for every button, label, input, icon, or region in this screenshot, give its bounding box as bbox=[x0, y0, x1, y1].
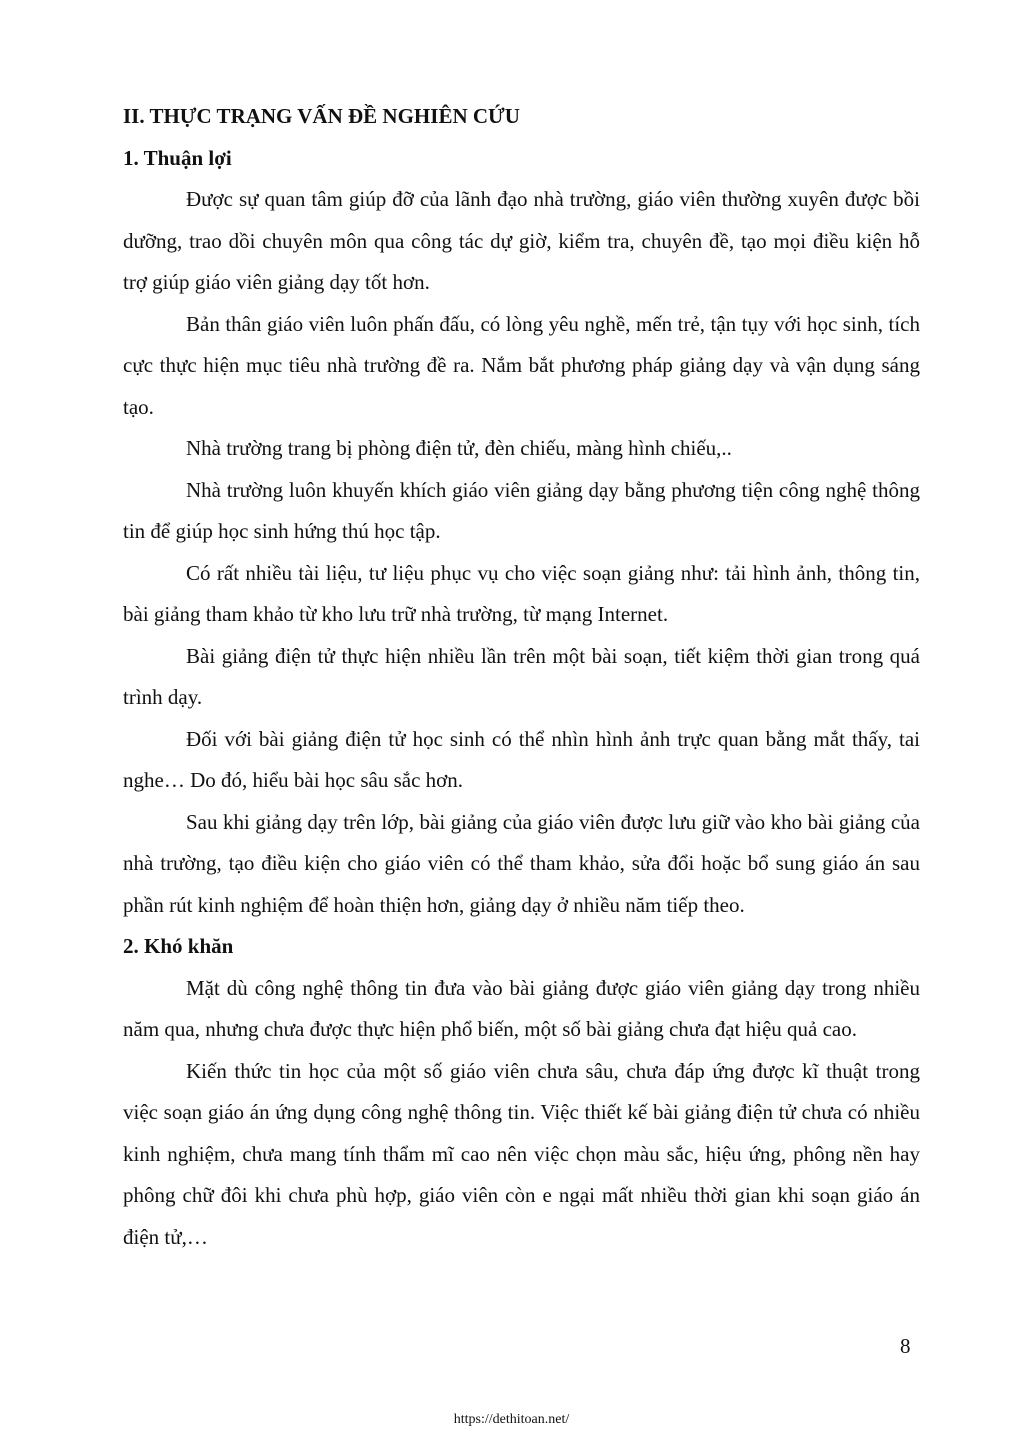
footer-url: https://dethitoan.net/ bbox=[453, 1412, 570, 1427]
subsection-title-difficulties: 2. Khó khăn bbox=[123, 934, 234, 958]
paragraph: Nhà trường trang bị phòng điện tử, đèn chiếu, màng hình chiếu,.. bbox=[186, 436, 732, 460]
subsection-title-advantages: 1. Thuận lợi bbox=[123, 145, 232, 170]
paragraph: Mặt dù công nghệ thông tin đưa vào bài giảng được giáo viên giảng dạy trong nhiều năm qua, nhưng chưa được thực hiện phổ biến, một số bài giảng chưa đạt hiệu quả cao. bbox=[123, 975, 920, 1041]
paragraph: Được sự quan tâm giúp đỡ của lãnh đạo nhà trường, giáo viên thường xuyên được bồi dưỡng, trao dồi chuyên môn qua công tác dự giờ, kiểm tra, chuyên đề, tạo mọi điều kiện hỗ trợ giúp giáo viên giảng dạy tốt hơn. bbox=[123, 187, 920, 294]
paragraph: Đối với bài giảng điện tử học sinh có thể nhìn hình ảnh trực quan bằng mắt thấy, tai nghe… Do đó, hiểu bài học sâu sắc hơn. bbox=[123, 726, 920, 792]
paragraph: Sau khi giảng dạy trên lớp, bài giảng của giáo viên được lưu giữ vào kho bài giảng của nhà trường, tạo điều kiện cho giáo viên có thể tham khảo, sửa đổi hoặc bổ sung giáo án sau phần rút kinh nghiệm để hoàn thiện hơn, giảng dạy ở nhiều năm tiếp theo. bbox=[123, 809, 920, 917]
section-title: II. THỰC TRẠNG VẤN ĐỀ NGHIÊN CỨU bbox=[123, 104, 520, 128]
document-body bbox=[123, 96, 920, 1258]
paragraph: Nhà trường luôn khuyến khích giáo viên giảng dạy bằng phương tiện công nghệ thông tin để giúp học sinh hứng thú học tập. bbox=[123, 477, 920, 543]
page-number: 8 bbox=[900, 1334, 911, 1358]
paragraph: Có rất nhiều tài liệu, tư liệu phục vụ cho việc soạn giảng như: tải hình ảnh, thông tin, bài giảng tham khảo từ kho lưu trữ nhà trường, từ mạng Internet. bbox=[123, 560, 920, 626]
paragraph: Bản thân giáo viên luôn phấn đấu, có lòng yêu nghề, mến trẻ, tận tụy với học sinh, tích cực thực hiện mục tiêu nhà trường đề ra. Nắm bắt phương pháp giảng dạy và vận dụng sáng tạo. bbox=[123, 311, 920, 419]
paragraph: Kiến thức tin học của một số giáo viên chưa sâu, chưa đáp ứng được kĩ thuật trong việc soạn giáo án ứng dụng công nghệ thông tin. Việc thiết kế bài giảng điện tử chưa có nhiều kinh nghiệm, chưa mang tính thẩm mĩ cao nên việc chọn màu sắc, hiệu ứng, phông nền hay phông chữ đôi khi chưa phù hợp, giáo viên còn e ngại mất nhiều thời gian khi soạn giáo án điện tử,… bbox=[123, 1058, 920, 1249]
paragraph: Bài giảng điện tử thực hiện nhiều lần trên một bài soạn, tiết kiệm thời gian trong quá trình dạy. bbox=[123, 643, 920, 709]
